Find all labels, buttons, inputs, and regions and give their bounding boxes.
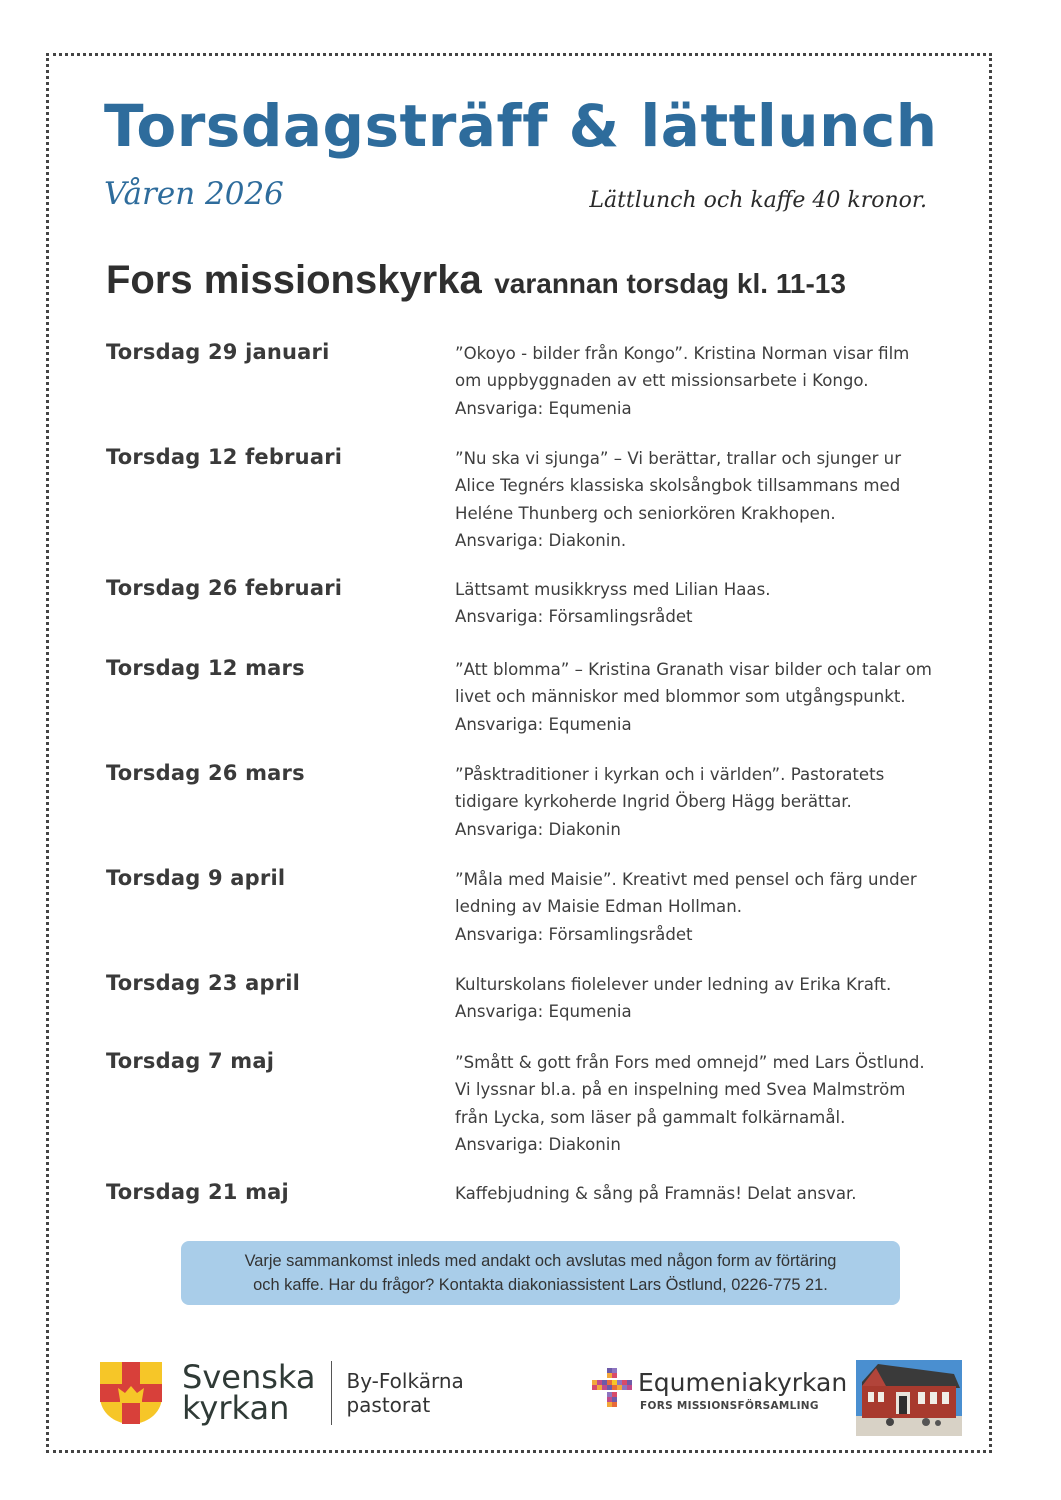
event-line: ”Okoyo - bilder från Kongo”. Kristina Norman visar film <box>455 344 910 363</box>
event-line: Ansvariga: Equmenia <box>455 1002 632 1022</box>
equmeniakyrkan-logo <box>592 1368 847 1412</box>
event-description <box>455 445 965 554</box>
pastorat-line: By-Folkärna <box>346 1369 464 1393</box>
event-date: Torsdag 29 januari <box>106 340 330 364</box>
event-line: Ansvariga: Församlingsrådet <box>455 607 693 627</box>
svenska-kyrkan-logo <box>98 1360 464 1426</box>
event-description <box>455 1049 965 1158</box>
event-date: Torsdag 26 februari <box>106 576 343 600</box>
event-line: Lättsamt musikkryss med Lilian Haas. <box>455 580 771 599</box>
pastorat-line: pastorat <box>346 1393 431 1417</box>
equmenia-wordmark: Equmeniakyrkan <box>638 1368 848 1397</box>
event-line: Ansvariga: Diakonin. <box>455 530 627 550</box>
event-line: Alice Tegnérs klassiska skolsångbok tillsammans med <box>455 476 901 496</box>
event-line: om uppbyggnaden av ett missionsarbete i Kongo. <box>455 371 869 391</box>
venue-name: Fors missionskyrka <box>106 258 482 302</box>
event-description <box>455 656 965 738</box>
event-date: Torsdag 26 mars <box>106 761 305 785</box>
event-line: ledning av Maisie Edman Hollman. <box>455 897 743 917</box>
equmenia-subtitle: FORS MISSIONSFÖRSAMLING <box>640 1400 819 1412</box>
event-line: ”Att blomma” – Kristina Granath visar bilder och talar om <box>455 660 932 679</box>
event-description <box>455 971 965 1026</box>
event-line: ”Nu ska vi sjunga” – Vi berättar, trallar och sjunger ur <box>455 449 902 468</box>
price-note: Lättlunch och kaffe 40 kronor. <box>589 188 927 213</box>
info-line: Varje sammankomst inleds med andakt och avslutas med någon form av förtäring <box>244 1252 837 1270</box>
svenska-kyrkan-wordmark <box>182 1358 316 1427</box>
event-description <box>455 576 965 631</box>
event-line: Ansvariga: Församlingsrådet <box>455 924 693 944</box>
event-line: ”Måla med Maisie”. Kreativt med pensel och färg under <box>455 870 917 889</box>
event-line: tidigare kyrkoherde Ingrid Öberg Hägg berättar. <box>455 792 852 812</box>
event-description <box>455 340 965 422</box>
logo-divider <box>331 1361 332 1425</box>
page-title: Torsdagsträff & lättlunch <box>104 92 938 160</box>
event-line: från Lycka, som läser på gammalt folkärnamål. <box>455 1107 846 1127</box>
event-line: Kulturskolans fiolelever under ledning av Erika Kraft. <box>455 975 892 994</box>
event-date: Torsdag 9 april <box>106 866 286 890</box>
event-line: Ansvariga: Equmenia <box>455 398 632 418</box>
church-building-photo <box>856 1360 962 1436</box>
event-line: livet och människor med blommor som utgångspunkt. <box>455 687 906 707</box>
event-date: Torsdag 7 maj <box>106 1049 275 1073</box>
info-line: och kaffe. Har du frågor? Kontakta diakoniassistent Lars Östlund, 0226-775 21. <box>253 1276 828 1294</box>
event-description <box>455 866 965 948</box>
event-description <box>455 761 965 843</box>
event-line: ”Smått & gott från Fors med omnejd” med Lars Östlund. <box>455 1053 925 1072</box>
event-line: Ansvariga: Equmenia <box>455 714 632 734</box>
church-shield-crown-icon <box>98 1360 164 1426</box>
equmenia-text <box>638 1368 847 1412</box>
event-date: Torsdag 23 april <box>106 971 301 995</box>
event-description <box>455 1180 965 1207</box>
venue-heading <box>106 258 846 303</box>
event-line: Heléne Thunberg och seniorkören Krakhopen. <box>455 503 836 523</box>
event-date: Torsdag 12 februari <box>106 445 343 469</box>
event-line: ”Påsktraditioner i kyrkan och i världen”. Pastoratets <box>455 765 885 784</box>
event-date: Torsdag 21 maj <box>106 1180 289 1204</box>
season-subtitle: Våren 2026 <box>104 176 284 212</box>
mosaic-cross-icon <box>592 1368 632 1410</box>
wordmark-line: Svenska <box>182 1358 316 1396</box>
venue-schedule: varannan torsdag kl. 11-13 <box>494 268 846 299</box>
event-line: Ansvariga: Diakonin <box>455 1134 621 1154</box>
event-line: Ansvariga: Diakonin <box>455 819 621 839</box>
event-line: Kaffebjudning & sång på Framnäs! Delat ansvar. <box>455 1184 857 1203</box>
info-box <box>181 1241 900 1305</box>
pastorat-name <box>346 1369 463 1417</box>
event-line: Vi lyssnar bl.a. på en inspelning med Svea Malmström <box>455 1080 906 1100</box>
event-date: Torsdag 12 mars <box>106 656 305 680</box>
wordmark-line: kyrkan <box>182 1389 290 1427</box>
